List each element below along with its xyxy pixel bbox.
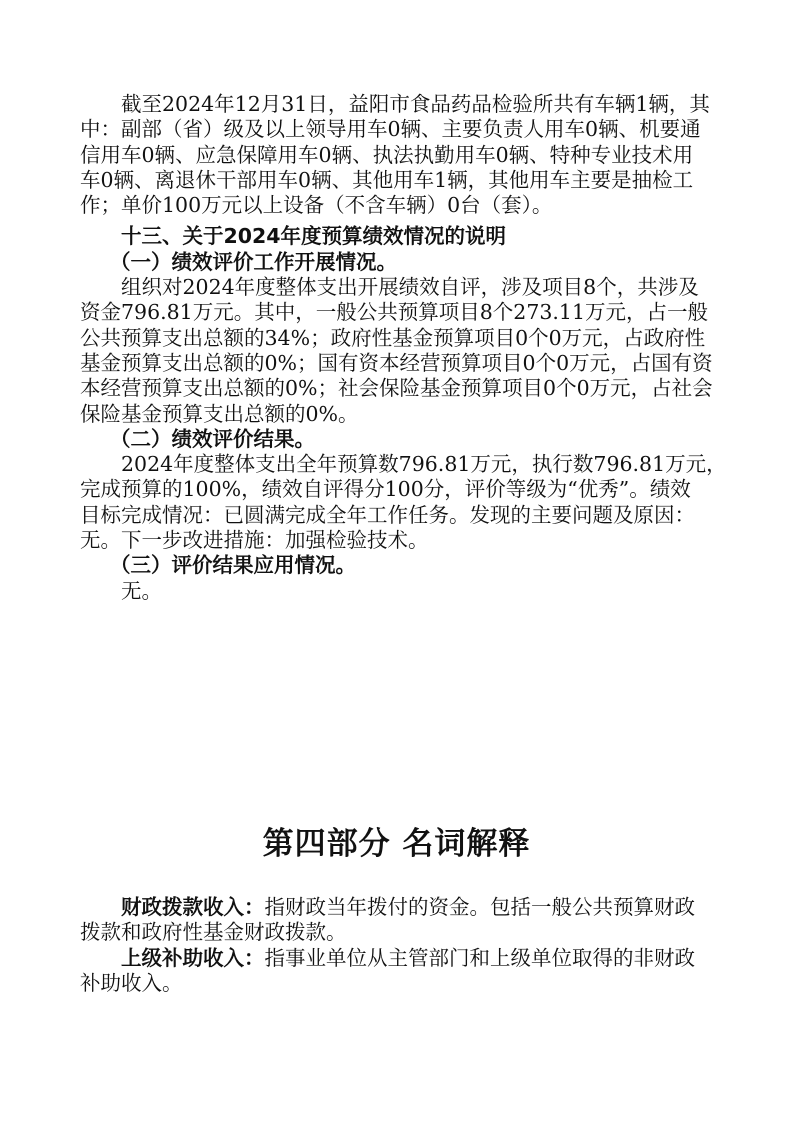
text-line: 2024年度整体支出全年预算数796.81万元，执行数796.81万元， [121, 452, 727, 477]
text-line: 车0辆、离退休干部用车0辆、其他用车1辆，其他用车主要是抽检工 [80, 167, 694, 192]
text-line: 无。 [121, 578, 162, 603]
definitions [80, 894, 720, 995]
text-line: 基金预算支出总额的0%；国有资本经营预算项目0个0万元，占国有资 [80, 350, 713, 375]
text-line: 保险基金预算支出总额的0%。 [80, 401, 359, 426]
definition-text: 补助收入。 [80, 970, 183, 995]
definition-text: 指财政当年拨付的资金。包括一般公共预算财政 [264, 895, 695, 919]
text-line: 信用车0辆、应急保障用车0辆、执法执勤用车0辆、特种专业技术用 [80, 142, 694, 167]
text-line: 中：副部（省）级及以上领导用车0辆、主要负责人用车0辆、机要通 [80, 117, 701, 142]
definition-text: 指事业单位从主管部门和上级单位取得的非财政 [264, 945, 695, 970]
text-line: 无。下一步改进措施：加强检验技术。 [80, 528, 429, 553]
text-line: 作；单价100万元以上设备（不含车辆）0台（套）。 [80, 193, 553, 218]
subsection-heading: （三）评价结果应用情况。 [110, 553, 356, 578]
text-line: 公共预算支出总额的34%；政府性基金预算项目0个0万元，占政府性 [80, 325, 706, 350]
text-line: 完成预算的100%，绩效自评得分100分，评价等级为“优秀”。绩效 [80, 477, 691, 502]
definition-term: 上级补助收入： [121, 945, 265, 970]
section-heading: 十三、关于2024年度预算绩效情况的说明 [121, 224, 507, 249]
document-body [80, 92, 727, 604]
definition-item [80, 894, 720, 919]
text-line: 资金796.81万元。其中，一般公共预算项目8个273.11万元，占一般 [80, 300, 709, 325]
part-title: 第四部分 名词解释 [262, 826, 531, 862]
text-line: 目标完成情况：已圆满完成全年工作任务。发现的主要问题及原因： [80, 502, 695, 527]
subsection-heading: （二）绩效评价结果。 [110, 426, 315, 451]
definition-item [80, 945, 720, 970]
text-line: 截至2024年12月31日，益阳市食品药品检验所共有车辆1辆，其 [121, 92, 710, 116]
subsection-heading: （一）绩效评价工作开展情况。 [110, 249, 397, 274]
definition-term: 财政拨款收入： [121, 895, 265, 919]
text-line: 本经营预算支出总额的0%；社会保险基金预算项目0个0万元，占社会 [80, 376, 713, 401]
definition-text: 拨款和政府性基金财政拨款。 [80, 920, 347, 945]
text-line: 组织对2024年度整体支出开展绩效自评，涉及项目8个，共涉及 [121, 275, 699, 300]
